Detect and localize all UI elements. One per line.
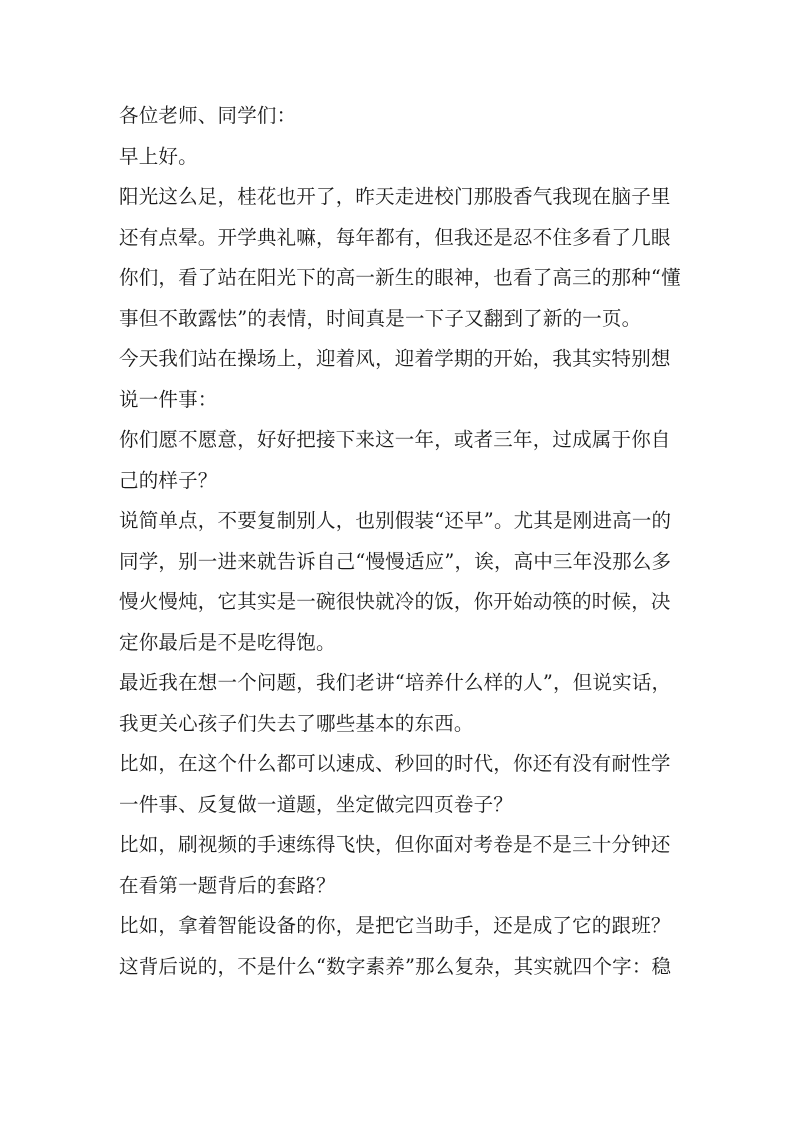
paragraph-greeting [119,137,679,178]
text-line: 比如，拿着智能设备的你，是把它当助手，还是成了它的跟班？ [119,914,671,937]
text-line: 最近我在想一个问题，我们老讲“培养什么样的人”，但说实话， [119,671,672,694]
text-line: 早上好。 [119,144,198,168]
text-line: 你们愿不愿意，好好把接下来这一年，或者三年，过成属于你自 [119,428,671,451]
text-line: 这背后说的，不是什么“数字素养”那么复杂，其实就四个字：稳 [119,954,672,978]
text-line: 说一件事： [119,387,218,411]
text-line: 还有点晕。开学典礼嘛，每年都有，但我还是忍不住多看了几眼 [119,225,671,249]
paragraph-salutation [119,96,679,137]
text-line: 今天我们站在操场上，迎着风，迎着学期的开始，我其实特别想 [119,347,671,370]
text-line: 你们，看了站在阳光下的高一新生的眼神，也看了高三的那种“懂 [119,266,681,289]
text-line: 比如，在这个什么都可以速成、秒回的时代，你还有没有耐性学 [119,752,671,775]
paragraph-example-video [119,825,679,906]
text-line: 各位老师、同学们： [119,104,297,127]
text-line: 我更关心孩子们失去了哪些基本的东西。 [119,711,474,735]
text-line: 慢火慢炖，它其实是一碗很快就冷的饭，你开始动筷的时候，决 [119,590,671,613]
text-line: 己的样子？ [119,468,218,492]
text-line: 一件事、反复做一道题，坐定做完四页卷子？ [119,792,514,816]
text-line: 同学，别一进来就告诉自己“慢慢适应”，诶，高中三年没那么多 [119,549,672,573]
text-line: 说简单点，不要复制别人，也别假装“还早”。尤其是刚进高一的 [119,509,672,532]
text-line: 阳光这么足，桂花也开了，昨天走进校门那股香气我现在脑子里 [119,185,671,208]
text-line: 事但不敢露怯”的表情，时间真是一下子又翻到了新的一页。 [119,306,642,330]
paragraph-simply [119,501,679,663]
paragraph-question [119,420,679,501]
paragraph-example-patience [119,744,679,825]
paragraph-recently [119,663,679,744]
text-line: 定你最后是不是吃得饱。 [119,630,336,654]
text-line: 比如，刷视频的手速练得飞快，但你面对考卷是不是三十分钟还 [119,833,671,856]
text-line: 在看第一题背后的套路？ [119,873,336,897]
paragraph-conclusion [119,947,679,988]
speech-body [119,96,679,987]
paragraph-today [119,339,679,420]
paragraph-opening [119,177,679,339]
paragraph-example-device [119,906,679,947]
